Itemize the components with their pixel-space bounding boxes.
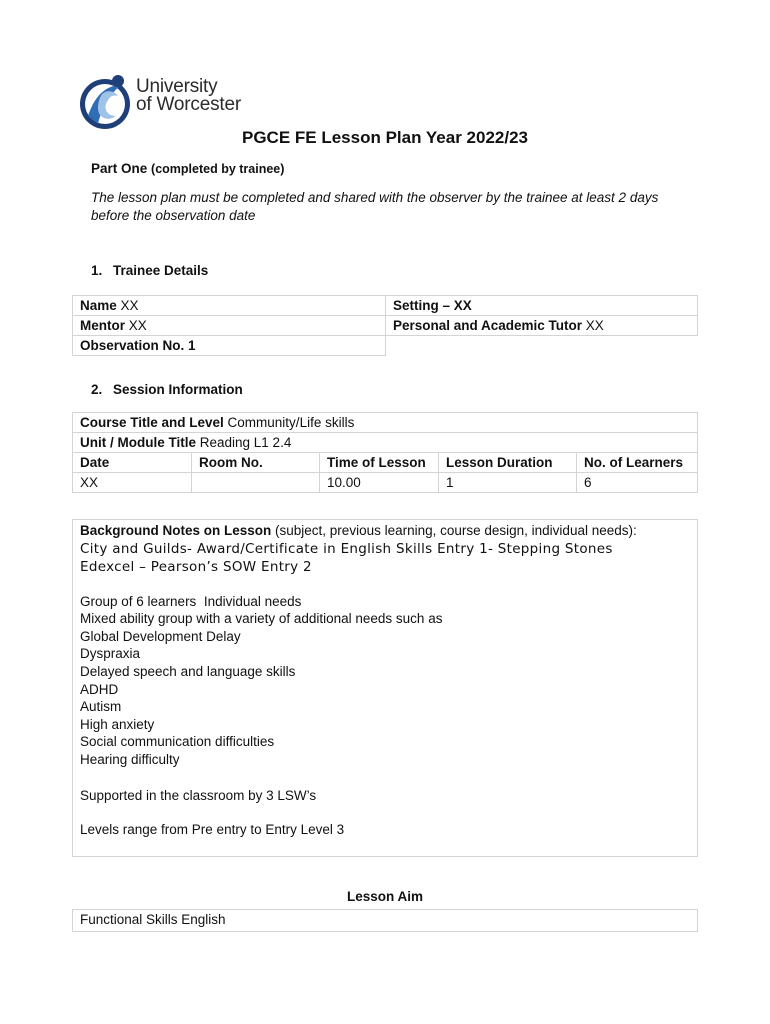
levels-note: Levels range from Pre entry to Entry Level 3 [80, 822, 345, 838]
date-value: XX [73, 473, 192, 493]
note-line: ADHD [80, 681, 119, 697]
note-line: Autism [80, 699, 122, 715]
note-line: Global Development Delay [80, 628, 241, 644]
note-line: Social communication difficulties [80, 734, 275, 750]
logo-text [136, 78, 241, 114]
column-header: No. of Learners [577, 453, 698, 473]
lesson-aim-heading: Lesson Aim [346, 889, 424, 904]
note-line: Hearing difficulty [80, 751, 180, 767]
intro-note [91, 189, 691, 225]
session-info-table [72, 412, 698, 493]
background-notes-box [72, 519, 698, 857]
trainee-details-heading: 1. Trainee Details [91, 263, 209, 278]
note-line: Dyspraxia [80, 646, 141, 662]
time-value: 10.00 [320, 473, 439, 493]
tutor-cell: Personal and Academic Tutor XX [386, 316, 698, 336]
qualification-line-2: Edexcel – Pearson’s SOW Entry 2 [80, 558, 312, 575]
session-header-row [73, 453, 698, 473]
session-info-heading: 2. Session Information [91, 382, 243, 397]
part-subtitle: (completed by trainee) [151, 162, 285, 176]
support-note: Supported in the classroom by 3 LSW’s [80, 787, 317, 803]
note-line: Group of 6 learners Individual needs [80, 593, 302, 609]
lesson-aim-box [72, 909, 698, 932]
unit-cell: Unit / Module Title Reading L1 2.4 [73, 433, 698, 453]
qualification-line-1: City and Guilds- Award/Certificate in English Skills Entry 1- Stepping Stones [80, 540, 613, 557]
column-header: Lesson Duration [439, 453, 577, 473]
column-header: Date [73, 453, 192, 473]
column-header: Time of Lesson [320, 453, 439, 473]
part-heading [91, 161, 284, 176]
logo-text-line2: of Worcester [136, 94, 241, 115]
intro-line-1: The lesson plan must be completed and shared with the observer by the trainee at least 2 days [91, 190, 659, 205]
page-title: PGCE FE Lesson Plan Year 2022/23 [241, 128, 528, 147]
worcester-crest-icon [78, 72, 134, 132]
background-heading: Background Notes on Lesson (subject, previous learning, course design, individual needs): [80, 523, 637, 538]
university-logo [78, 72, 268, 132]
observation-cell: Observation No. 1 [73, 336, 386, 356]
part-label: Part One [91, 161, 148, 176]
name-cell: Name XX [73, 296, 386, 316]
duration-value: 1 [439, 473, 577, 493]
mentor-cell: Mentor XX [73, 316, 386, 336]
note-line: Delayed speech and language skills [80, 663, 296, 679]
lesson-aim-value: Functional Skills English [80, 912, 226, 927]
empty-cell [386, 336, 698, 356]
learners-value: 6 [577, 473, 698, 493]
intro-line-2: before the observation date [91, 208, 256, 223]
column-header: Room No. [192, 453, 320, 473]
note-line: High anxiety [80, 716, 155, 732]
session-values-row [73, 473, 698, 493]
room-value [192, 473, 320, 493]
trainee-details-table [72, 295, 698, 356]
setting-cell: Setting – XX [386, 296, 698, 316]
note-line: Mixed ability group with a variety of additional needs such as [80, 611, 443, 627]
course-cell: Course Title and Level Community/Life skills [73, 413, 698, 433]
logo-text-line1: University [136, 76, 218, 97]
